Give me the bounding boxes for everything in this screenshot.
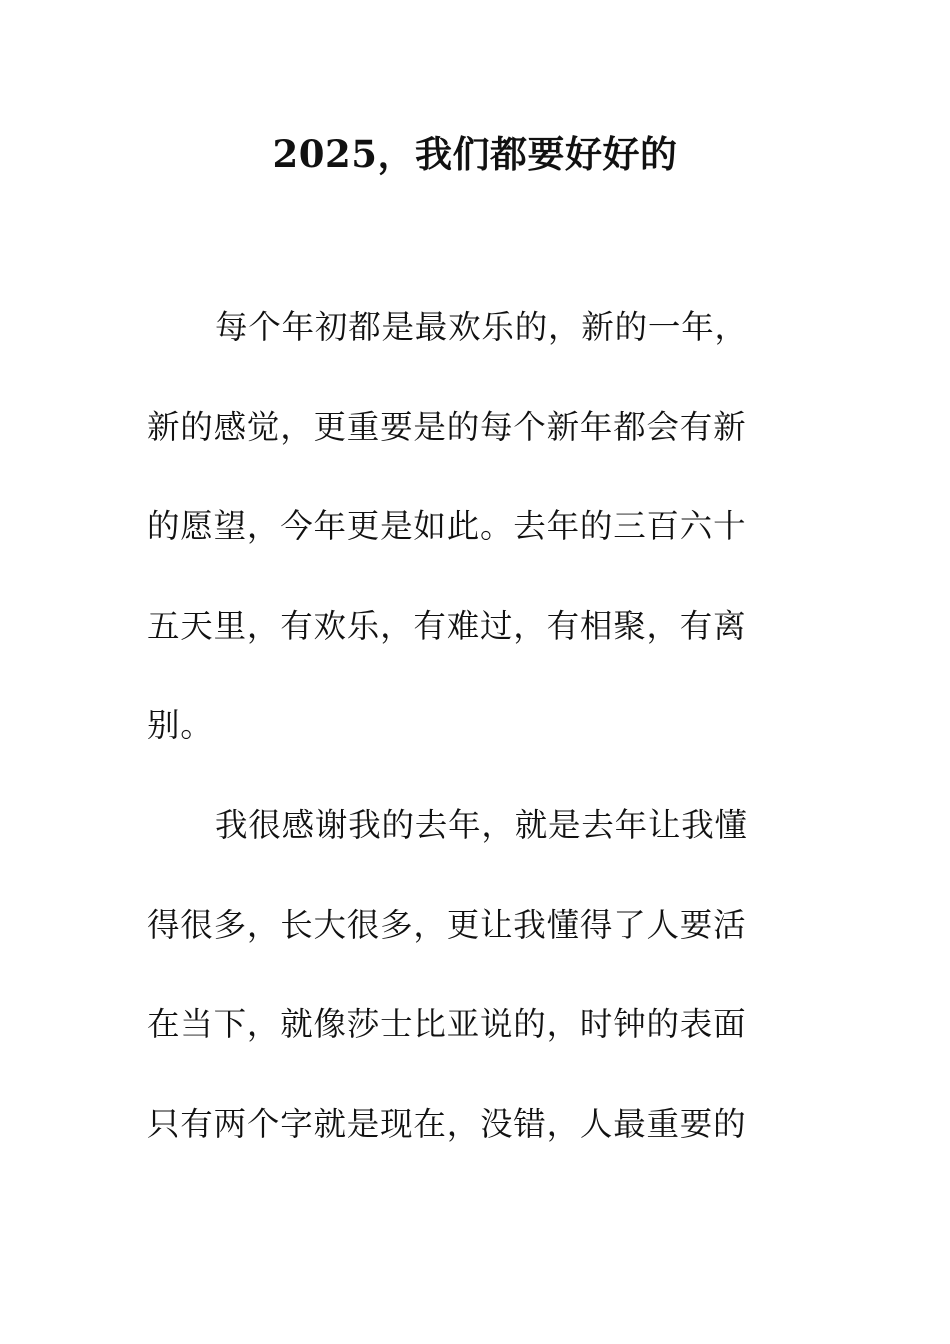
document-body (147, 300, 787, 1196)
paragraph-1-line-5: 别。 (147, 706, 214, 745)
paragraph-1-line-3: 的愿望，今年更是如此。去年的三百六十 (147, 507, 747, 546)
paragraph-2-line-1: 我很感谢我的去年，就是去年让我懂 (215, 805, 748, 844)
paragraph-2-line-4: 只有两个字就是现在，没错，人最重要的 (147, 1104, 747, 1143)
paragraph-2-line-2: 得很多，长大很多，更让我懂得了人要活 (147, 905, 747, 944)
document-title: 2025，我们都要好好的 (272, 132, 678, 176)
paragraph-1-line-1: 每个年初都是最欢乐的，新的一年， (215, 308, 748, 346)
paragraph-1-line-4: 五天里，有欢乐，有难过，有相聚，有离 (147, 606, 747, 645)
paragraph-2-line-3: 在当下，就像莎士比亚说的，时钟的表面 (147, 1005, 747, 1044)
paragraph-1-line-2: 新的感觉，更重要是的每个新年都会有新 (147, 407, 747, 446)
